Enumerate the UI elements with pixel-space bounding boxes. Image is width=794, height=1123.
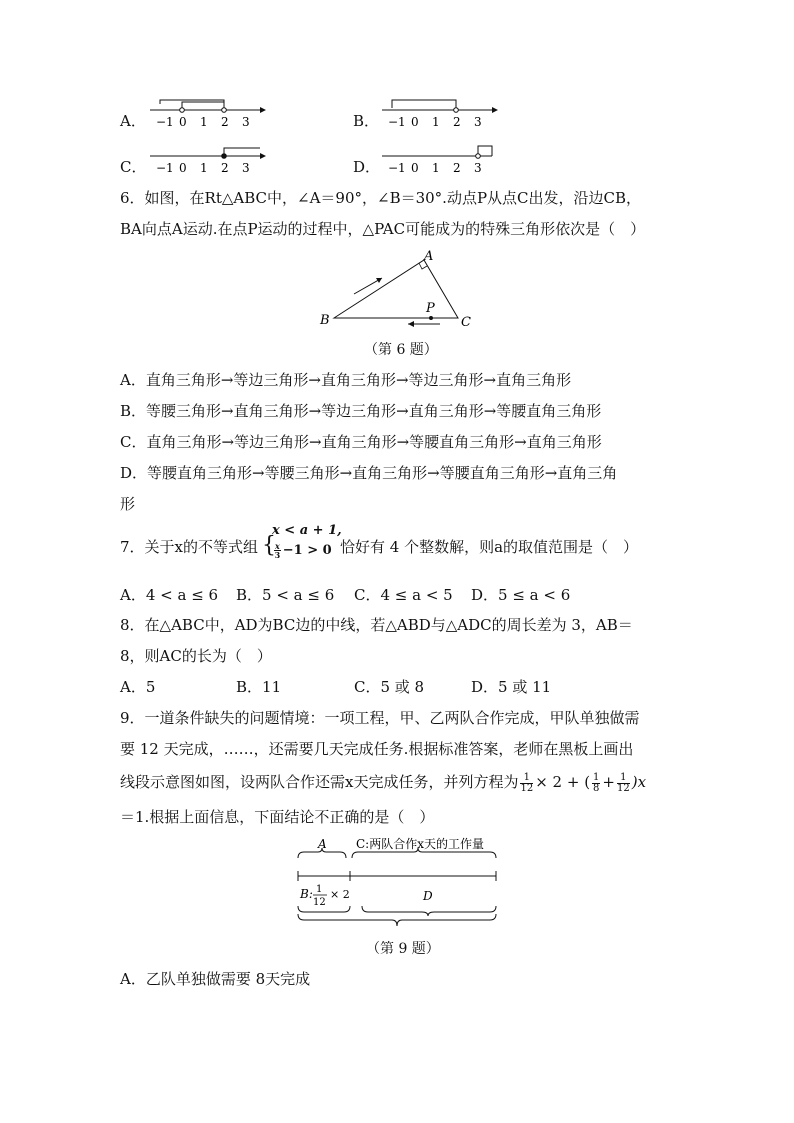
segment-label-d: D <box>423 889 433 903</box>
tick-label: 0 <box>179 115 187 129</box>
q7-inequality-2 <box>272 542 332 560</box>
tick-label: 2 <box>221 161 229 175</box>
vertex-label-c: C <box>461 315 471 330</box>
tick-label: 3 <box>242 115 250 129</box>
tick-label: 0 <box>411 161 419 175</box>
q9-stem-line4: ＝1.根据上面信息，下面结论不正确的是（ ） <box>120 808 435 826</box>
q9-segment-diagram <box>292 836 504 928</box>
q9-option-a: A．乙队单独做需要 8天完成 <box>120 970 311 988</box>
q7-option-c: C．4 ≤ a < 5 <box>354 586 453 604</box>
q9-stem-line1: 9．一道条件缺失的问题情境：一项工程，甲、乙两队合作完成，甲队单独做需 <box>120 709 640 727</box>
q5-option-b-numberline <box>380 96 500 132</box>
q9-frac3-den: 12 <box>617 782 630 794</box>
q9-frac1-den: 12 <box>520 782 534 794</box>
q7-system-brace: { <box>262 533 276 558</box>
q9-stem-line2: 要 12 天完成，……，还需要几天完成任务.根据标准答案，老师在黑板上画出 <box>120 740 634 758</box>
q7-option-a: A．4 < a ≤ 6 <box>120 586 219 604</box>
tick-label: 2 <box>453 115 461 129</box>
q9-frac2-num: 1 <box>593 771 600 783</box>
q6-option-c: C．直角三角形→等边三角形→直角三角形→等腰直角三角形→直角三角形 <box>120 433 602 451</box>
q9-stem-line3 <box>120 771 646 794</box>
tick-label: 1 <box>200 161 208 175</box>
q5-option-d-numberline <box>380 142 500 178</box>
tick-label: 3 <box>474 161 482 175</box>
q6-triangle-figure <box>318 248 478 332</box>
vertex-label-b: B <box>320 313 330 328</box>
vertex-label-a: A <box>424 249 434 264</box>
q7-inequality-1: x < a + 1, <box>272 523 342 538</box>
q9-line3-end: )x <box>631 773 647 791</box>
q6-option-a: A．直角三角形→等边三角形→直角三角形→等边三角形→直角三角形 <box>120 371 572 389</box>
tick-label: −1 <box>388 115 406 129</box>
tick-label: 1 <box>432 115 440 129</box>
tick-label: 3 <box>242 161 250 175</box>
q9-figure-caption: （第 9 题） <box>366 941 440 957</box>
q9-line3-text: 线段示意图如图，设两队合作还需x天完成任务，并列方程为 <box>120 773 519 791</box>
q5-option-a-label: A． <box>120 112 146 130</box>
tick-label: 0 <box>179 161 187 175</box>
q8-stem-line1: 8．在△ABC中，AD为BC边的中线，若△ABD与△ADC的周长差为 3，AB＝ <box>120 616 633 634</box>
q5-option-c-numberline <box>148 142 268 178</box>
q8-option-c: C．5 或 8 <box>354 678 425 696</box>
segment-label-b-times: × 2 <box>330 888 350 901</box>
q5-option-a-numberline <box>148 96 268 132</box>
q9-line3-plus: + <box>602 773 615 791</box>
q8-option-a: A．5 <box>120 678 156 696</box>
q9-frac3-num: 1 <box>617 773 630 784</box>
q8-option-b: B．11 <box>236 678 282 696</box>
tick-label: 3 <box>474 115 482 129</box>
q5-option-c-label: C． <box>120 158 147 176</box>
q7-option-b: B．5 < a ≤ 6 <box>236 586 335 604</box>
q6-option-d-continued: 形 <box>120 495 136 513</box>
segment-label-b-prefix: B: <box>300 887 313 901</box>
tick-label: 0 <box>411 115 419 129</box>
q7-stem-prefix: 7．关于x的不等式组 <box>120 538 259 556</box>
tick-label: −1 <box>156 161 174 175</box>
point-label-p: P <box>426 301 435 316</box>
q7-frac-num: x <box>275 541 280 551</box>
tick-label: 1 <box>432 161 440 175</box>
q5-option-b-label: B． <box>353 112 380 130</box>
q8-stem-line2: 8，则AC的长为（ ） <box>120 647 272 665</box>
q6-option-b: B．等腰三角形→直角三角形→等边三角形→直角三角形→等腰直角三角形 <box>120 402 602 420</box>
segment-label-a: A <box>318 837 327 851</box>
q6-option-d: D．等腰直角三角形→等腰三角形→直角三角形→等腰直角三角形→直角三角 <box>120 464 618 482</box>
tick-label: 1 <box>200 115 208 129</box>
segment-label-b-num: 1 <box>316 884 323 895</box>
tick-label: −1 <box>388 161 406 175</box>
q9-frac2-den: 8 <box>593 782 600 794</box>
segment-label-b-den: 12 <box>313 897 326 908</box>
q6-stem-line2: BA向点A运动.在点P运动的过程中，△PAC可能成为的特殊三角形依次是（ ） <box>120 220 646 238</box>
q9-frac1-num: 1 <box>520 773 533 784</box>
tick-label: 2 <box>221 115 229 129</box>
q5-option-d-label: D． <box>353 158 381 176</box>
q9-line3-eq: × 2 + ( <box>535 773 591 791</box>
segment-label-c: C:两队合作x天的工作量 <box>356 837 484 851</box>
tick-label: 2 <box>453 161 461 175</box>
q7-stem-suffix: 恰好有 4 个整数解，则a的取值范围是（ ） <box>340 538 639 556</box>
q7-frac-den: 3 <box>274 550 281 560</box>
q7-option-d: D．5 ≤ a < 6 <box>471 586 571 604</box>
q6-figure-caption: （第 6 题） <box>364 342 438 358</box>
q6-stem-line1: 6．如图，在Rt△ABC中，∠A＝90°，∠B＝30°.动点P从点C出发，沿边CB， <box>120 189 642 207</box>
q7-inequality-2-rest: −1 > 0 <box>282 543 332 558</box>
tick-label: −1 <box>156 115 174 129</box>
q8-option-d: D．5 或 11 <box>471 678 552 696</box>
